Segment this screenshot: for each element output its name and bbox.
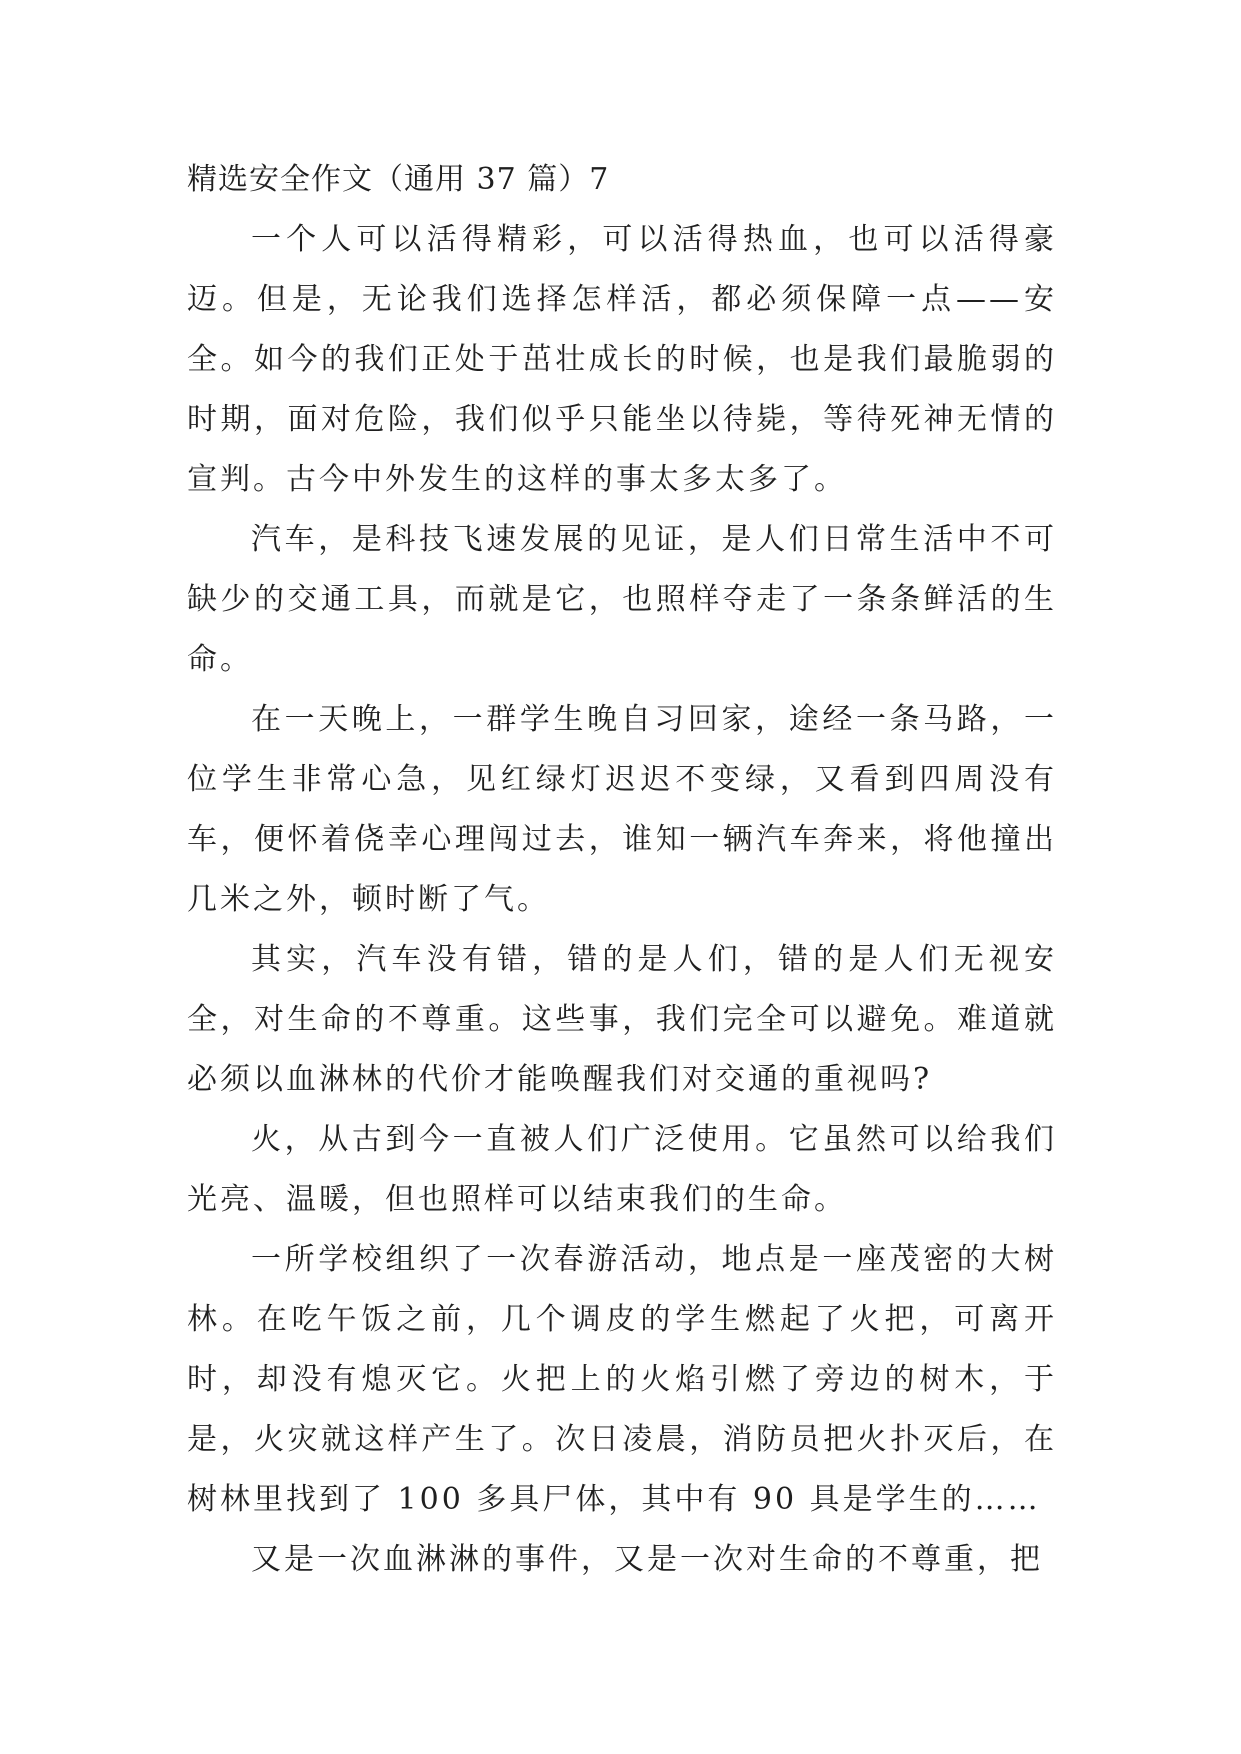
document-body (187, 150, 1057, 1590)
paragraph: 一所学校组织了一次春游活动，地点是一座茂密的大树林。在吃午饭之前，几个调皮的学生燃起了火把，可离开时，却没有熄灭它。火把上的火焰引燃了旁边的树木，于是，火灾就这样产生了。次日凌晨，消防员把火扑灭后，在树林里找到了 100 多具尸体，其中有 90 具是学生的…… (187, 1242, 1057, 1517)
paragraph: 火，从古到今一直被人们广泛使用。它虽然可以给我们光亮、温暖，但也照样可以结束我们的生命。 (187, 1122, 1057, 1217)
paragraph: 在一天晚上，一群学生晚自习回家，途经一条马路，一位学生非常心急，见红绿灯迟迟不变绿，又看到四周没有车，便怀着侥幸心理闯过去，谁知一辆汽车奔来，将他撞出几米之外，顿时断了气。 (187, 702, 1057, 917)
paragraph: 汽车，是科技飞速发展的见证，是人们日常生活中不可缺少的交通工具，而就是它，也照样夺走了一条条鲜活的生命。 (187, 522, 1057, 677)
document-title: 精选安全作文（通用 37 篇）7 (187, 162, 610, 197)
paragraph: 一个人可以活得精彩，可以活得热血，也可以活得豪迈。但是，无论我们选择怎样活，都必须保障一点——安全。如今的我们正处于茁壮成长的时候，也是我们最脆弱的时期，面对危险，我们似乎只能坐以待毙，等待死神无情的宣判。古今中外发生的这样的事太多太多了。 (187, 222, 1057, 497)
paragraph: 又是一次血淋淋的事件，又是一次对生命的不尊重，把 (251, 1542, 1043, 1577)
paragraph: 其实，汽车没有错，错的是人们，错的是人们无视安全，对生命的不尊重。这些事，我们完全可以避免。难道就必须以血淋林的代价才能唤醒我们对交通的重视吗? (187, 942, 1057, 1097)
